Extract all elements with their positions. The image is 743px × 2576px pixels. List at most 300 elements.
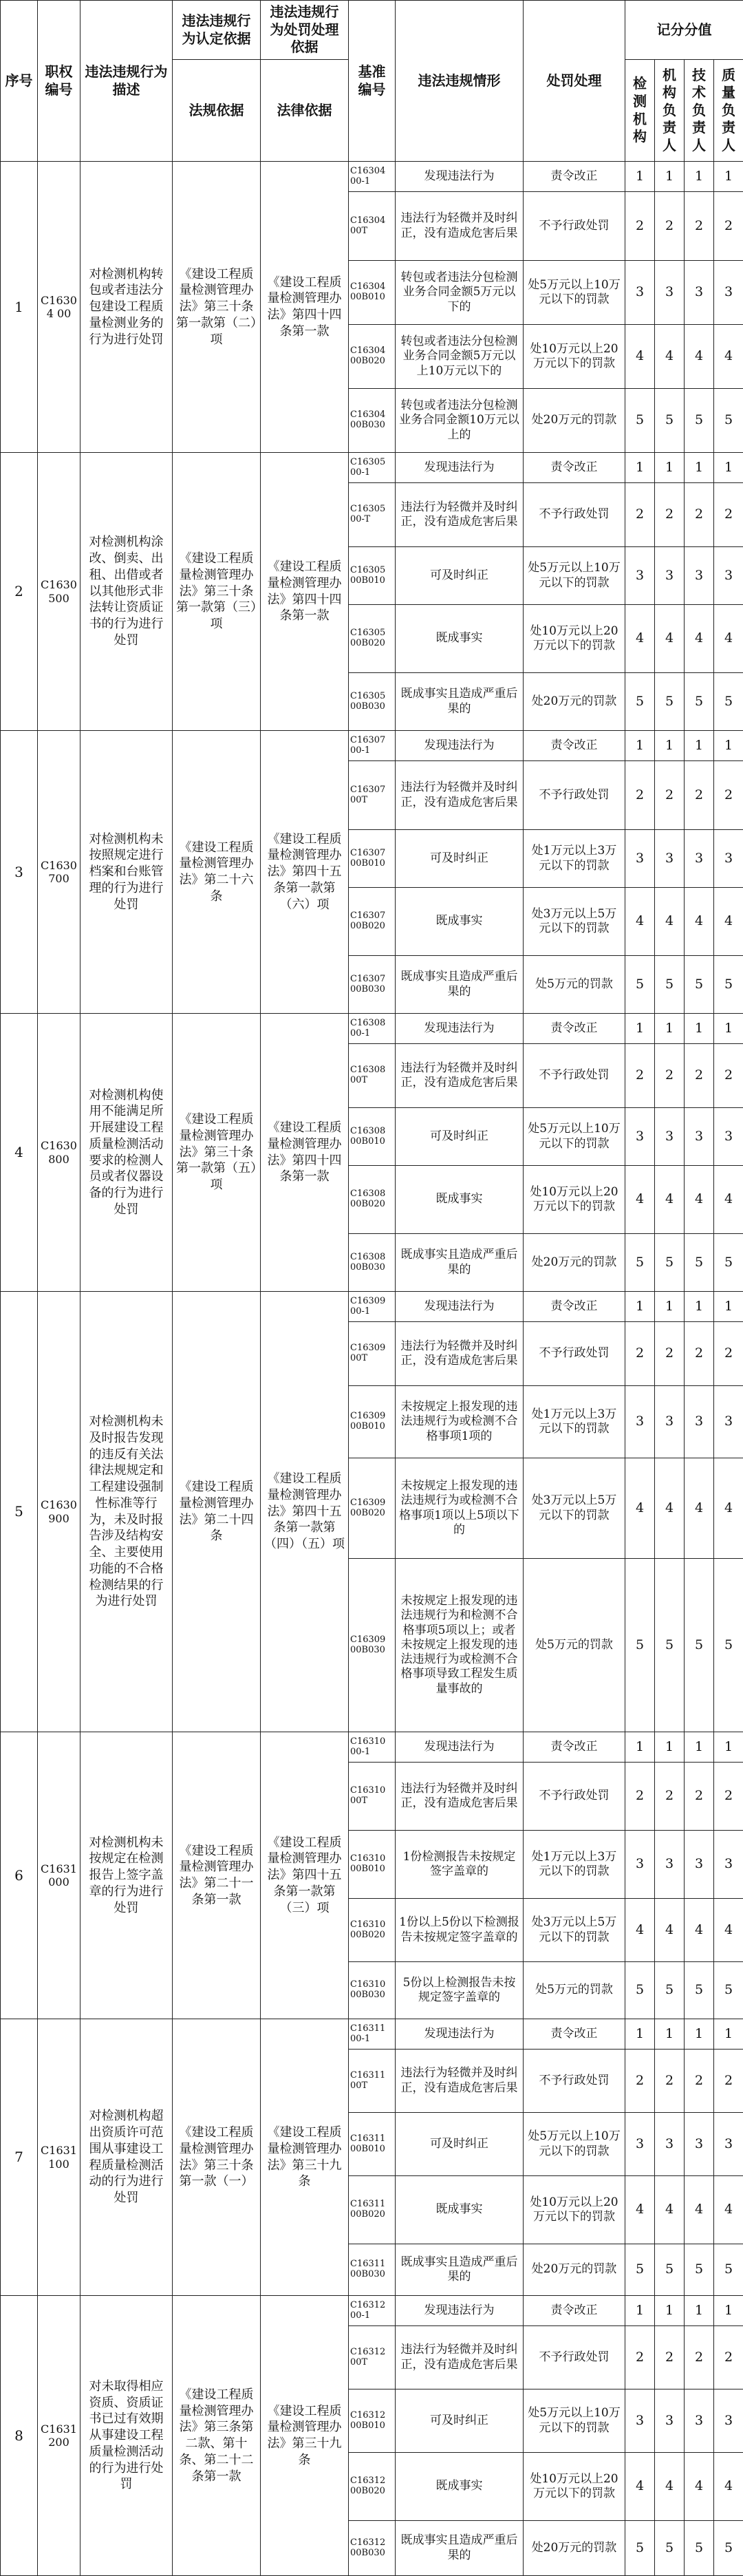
benchmark-code: C16305 00B010 bbox=[349, 547, 396, 605]
benchmark-code: C16310 00B010 bbox=[349, 1831, 396, 1899]
score-tech: 2 bbox=[685, 483, 714, 547]
table-row bbox=[1, 162, 743, 192]
score-head: 3 bbox=[655, 1108, 685, 1166]
violation-description: 对未取得相应资质、资质证书已过有效期从事建设工程质量检测活动的行为进行处罚 bbox=[80, 2296, 173, 2576]
score-tech: 4 bbox=[685, 605, 714, 673]
score-institution: 5 bbox=[625, 1559, 655, 1732]
penalty-action: 处20万元的罚款 bbox=[524, 673, 625, 731]
score-head: 2 bbox=[655, 483, 685, 547]
violation-description: 对检测机构使用不能满足所开展建设工程质量检测活动要求的检测人员或者仪器设备的行为进行处罚 bbox=[80, 1014, 173, 1292]
score-institution: 3 bbox=[625, 2113, 655, 2176]
authority-code: C1631 100 bbox=[38, 2019, 80, 2296]
benchmark-code: C16309 00B020 bbox=[349, 1458, 396, 1559]
violation-situation: 发现违法行为 bbox=[396, 731, 524, 761]
penalty-action: 处10万元以上20万元以下的罚款 bbox=[524, 325, 625, 389]
violation-situation: 既成事实 bbox=[396, 2176, 524, 2244]
benchmark-code: C16308 00T bbox=[349, 1044, 396, 1108]
score-tech: 2 bbox=[685, 1044, 714, 1108]
score-quality: 3 bbox=[714, 2113, 743, 2176]
score-tech: 4 bbox=[685, 2176, 714, 2244]
score-head: 3 bbox=[655, 2389, 685, 2453]
score-institution: 2 bbox=[625, 761, 655, 830]
penalty-action: 不予行政处罚 bbox=[524, 483, 625, 547]
score-institution: 3 bbox=[625, 2389, 655, 2453]
header-situation: 违法违规情形 bbox=[396, 1, 524, 162]
benchmark-code: C16308 00B030 bbox=[349, 1234, 396, 1292]
score-tech: 2 bbox=[685, 192, 714, 261]
table-row bbox=[1, 731, 743, 761]
violation-situation: 发现违法行为 bbox=[396, 1014, 524, 1044]
violation-situation: 可及时纠正 bbox=[396, 547, 524, 605]
benchmark-code: C16304 00B010 bbox=[349, 261, 396, 325]
score-head: 2 bbox=[655, 192, 685, 261]
score-quality: 1 bbox=[714, 1014, 743, 1044]
score-head: 2 bbox=[655, 1763, 685, 1831]
score-quality: 4 bbox=[714, 2453, 743, 2521]
score-tech: 5 bbox=[685, 2521, 714, 2576]
violation-situation: 转包或者违法分包检测业务合同金额10万元以上的 bbox=[396, 389, 524, 453]
score-quality: 5 bbox=[714, 2244, 743, 2296]
legal-basis: 《建设工程质量检测管理办法》第四十五条第一款第（四）（五）项 bbox=[261, 1292, 349, 1732]
score-head: 2 bbox=[655, 1322, 685, 1386]
authority-code: C1630 900 bbox=[38, 1292, 80, 1732]
score-quality: 1 bbox=[714, 2019, 743, 2050]
violation-description: 对检测机构超出资质许可范围从事建设工程质量检测活动的行为进行处罚 bbox=[80, 2019, 173, 2296]
score-quality: 4 bbox=[714, 1458, 743, 1559]
score-head: 5 bbox=[655, 956, 685, 1014]
score-head: 1 bbox=[655, 2019, 685, 2050]
table-row bbox=[1, 1292, 743, 1322]
header-law: 法律依据 bbox=[261, 60, 349, 162]
penalty-action: 处5万元以上10万元以下的罚款 bbox=[524, 261, 625, 325]
score-institution: 5 bbox=[625, 2244, 655, 2296]
score-head: 5 bbox=[655, 1234, 685, 1292]
score-head: 4 bbox=[655, 1166, 685, 1234]
score-quality: 4 bbox=[714, 888, 743, 956]
penalty-action: 责令改正 bbox=[524, 1014, 625, 1044]
score-head: 5 bbox=[655, 1962, 685, 2019]
row-index: 5 bbox=[1, 1292, 38, 1732]
regulation-basis: 《建设工程质量检测管理办法》第二十一条第一款 bbox=[173, 1732, 261, 2019]
score-head: 3 bbox=[655, 547, 685, 605]
violation-situation: 发现违法行为 bbox=[396, 1732, 524, 1763]
penalty-action: 处20万元的罚款 bbox=[524, 2521, 625, 2576]
penalty-action: 处5万元以上10万元以下的罚款 bbox=[524, 1108, 625, 1166]
penalty-action: 不予行政处罚 bbox=[524, 761, 625, 830]
score-institution: 4 bbox=[625, 2176, 655, 2244]
score-head: 5 bbox=[655, 2521, 685, 2576]
score-head: 2 bbox=[655, 761, 685, 830]
penalty-action: 责令改正 bbox=[524, 453, 625, 483]
violation-situation: 可及时纠正 bbox=[396, 2113, 524, 2176]
penalty-action: 责令改正 bbox=[524, 731, 625, 761]
score-head: 3 bbox=[655, 1386, 685, 1458]
legal-basis: 《建设工程质量检测管理办法》第三十九条 bbox=[261, 2019, 349, 2296]
score-institution: 4 bbox=[625, 325, 655, 389]
score-head: 1 bbox=[655, 731, 685, 761]
score-head: 4 bbox=[655, 2453, 685, 2521]
score-head: 3 bbox=[655, 2113, 685, 2176]
score-quality: 2 bbox=[714, 2326, 743, 2389]
score-head: 4 bbox=[655, 325, 685, 389]
score-institution: 2 bbox=[625, 483, 655, 547]
score-institution: 2 bbox=[625, 192, 655, 261]
benchmark-code: C16311 00-1 bbox=[349, 2019, 396, 2050]
score-head: 4 bbox=[655, 605, 685, 673]
score-quality: 4 bbox=[714, 325, 743, 389]
violation-situation: 既成事实且造成严重后果的 bbox=[396, 1234, 524, 1292]
benchmark-code: C16308 00-1 bbox=[349, 1014, 396, 1044]
penalty-action: 处10万元以上20万元以下的罚款 bbox=[524, 2453, 625, 2521]
score-institution: 1 bbox=[625, 162, 655, 192]
benchmark-code: C16309 00T bbox=[349, 1322, 396, 1386]
score-institution: 3 bbox=[625, 1386, 655, 1458]
benchmark-code: C16304 00B020 bbox=[349, 325, 396, 389]
row-index: 7 bbox=[1, 2019, 38, 2296]
benchmark-code: C16309 00B030 bbox=[349, 1559, 396, 1732]
score-quality: 4 bbox=[714, 605, 743, 673]
score-institution: 5 bbox=[625, 673, 655, 731]
score-quality: 1 bbox=[714, 1732, 743, 1763]
score-quality: 2 bbox=[714, 1763, 743, 1831]
violation-situation: 违法行为轻微并及时纠正，没有造成危害后果 bbox=[396, 2326, 524, 2389]
violation-situation: 1份检测报告未按规定签字盖章的 bbox=[396, 1831, 524, 1899]
benchmark-code: C16308 00B010 bbox=[349, 1108, 396, 1166]
score-institution: 1 bbox=[625, 1292, 655, 1322]
benchmark-code: C16304 00B030 bbox=[349, 389, 396, 453]
header-penalty: 处罚处理 bbox=[524, 1, 625, 162]
table-row bbox=[1, 453, 743, 483]
benchmark-code: C16307 00B010 bbox=[349, 830, 396, 888]
benchmark-code: C16312 00B020 bbox=[349, 2453, 396, 2521]
score-quality: 5 bbox=[714, 1962, 743, 2019]
score-tech: 5 bbox=[685, 1559, 714, 1732]
benchmark-code: C16311 00B030 bbox=[349, 2244, 396, 2296]
score-tech: 4 bbox=[685, 1166, 714, 1234]
score-institution: 4 bbox=[625, 1166, 655, 1234]
score-institution: 3 bbox=[625, 1831, 655, 1899]
penalty-action: 处1万元以上3万元以下的罚款 bbox=[524, 1386, 625, 1458]
score-head: 5 bbox=[655, 389, 685, 453]
penalty-action: 责令改正 bbox=[524, 2019, 625, 2050]
score-head: 5 bbox=[655, 1559, 685, 1732]
regulation-basis: 《建设工程质量检测管理办法》第三十条第一款第（三）项 bbox=[173, 453, 261, 731]
score-institution: 2 bbox=[625, 1322, 655, 1386]
violation-situation: 既成事实且造成严重后果的 bbox=[396, 673, 524, 731]
score-quality: 3 bbox=[714, 1386, 743, 1458]
score-quality: 2 bbox=[714, 1044, 743, 1108]
score-tech: 5 bbox=[685, 2244, 714, 2296]
table-row bbox=[1, 1732, 743, 1763]
violation-situation: 既成事实 bbox=[396, 605, 524, 673]
violation-situation: 既成事实且造成严重后果的 bbox=[396, 956, 524, 1014]
score-head: 1 bbox=[655, 162, 685, 192]
score-head: 1 bbox=[655, 2296, 685, 2326]
score-institution: 5 bbox=[625, 1234, 655, 1292]
score-institution: 3 bbox=[625, 547, 655, 605]
score-tech: 3 bbox=[685, 1386, 714, 1458]
benchmark-code: C16312 00-1 bbox=[349, 2296, 396, 2326]
score-tech: 2 bbox=[685, 1322, 714, 1386]
score-tech: 1 bbox=[685, 2296, 714, 2326]
score-tech: 1 bbox=[685, 162, 714, 192]
score-tech: 1 bbox=[685, 1732, 714, 1763]
score-head: 2 bbox=[655, 2326, 685, 2389]
score-head: 2 bbox=[655, 2050, 685, 2113]
penalty-action: 处1万元以上3万元以下的罚款 bbox=[524, 1831, 625, 1899]
score-head: 1 bbox=[655, 1292, 685, 1322]
benchmark-code: C16309 00-1 bbox=[349, 1292, 396, 1322]
score-institution: 4 bbox=[625, 605, 655, 673]
score-quality: 5 bbox=[714, 956, 743, 1014]
legal-basis: 《建设工程质量检测管理办法》第四十四条第一款 bbox=[261, 162, 349, 453]
score-quality: 2 bbox=[714, 1322, 743, 1386]
score-quality: 3 bbox=[714, 547, 743, 605]
benchmark-code: C16310 00B030 bbox=[349, 1962, 396, 2019]
score-head: 3 bbox=[655, 1831, 685, 1899]
score-institution: 3 bbox=[625, 830, 655, 888]
legal-basis: 《建设工程质量检测管理办法》第四十五条第一款第（三）项 bbox=[261, 1732, 349, 2019]
benchmark-code: C16305 00B030 bbox=[349, 673, 396, 731]
violation-situation: 未按规定上报发现的违法违规行为或检测不合格事项1项以上5项以下的 bbox=[396, 1458, 524, 1559]
penalty-action: 处3万元以上5万元以下的罚款 bbox=[524, 888, 625, 956]
score-tech: 3 bbox=[685, 547, 714, 605]
penalty-action: 处3万元以上5万元以下的罚款 bbox=[524, 1899, 625, 1962]
score-head: 3 bbox=[655, 830, 685, 888]
score-tech: 1 bbox=[685, 2019, 714, 2050]
score-quality: 2 bbox=[714, 483, 743, 547]
authority-code: C16304 00 bbox=[38, 162, 80, 453]
benchmark-code: C16305 00-1 bbox=[349, 453, 396, 483]
score-tech: 3 bbox=[685, 2113, 714, 2176]
penalty-action: 处1万元以上3万元以下的罚款 bbox=[524, 830, 625, 888]
regulation-basis: 《建设工程质量检测管理办法》第三十条第一款第（二）项 bbox=[173, 162, 261, 453]
benchmark-code: C16308 00B020 bbox=[349, 1166, 396, 1234]
header-score-quality: 质量负责人 bbox=[714, 60, 743, 162]
score-quality: 5 bbox=[714, 1234, 743, 1292]
score-institution: 5 bbox=[625, 956, 655, 1014]
score-tech: 5 bbox=[685, 389, 714, 453]
table-header bbox=[1, 1, 743, 162]
benchmark-code: C16310 00T bbox=[349, 1763, 396, 1831]
benchmark-code: C16310 00B020 bbox=[349, 1899, 396, 1962]
score-quality: 1 bbox=[714, 731, 743, 761]
penalty-action: 责令改正 bbox=[524, 2296, 625, 2326]
penalty-action: 不予行政处罚 bbox=[524, 192, 625, 261]
score-institution: 3 bbox=[625, 261, 655, 325]
penalty-action: 处20万元的罚款 bbox=[524, 389, 625, 453]
authority-code: C1630 700 bbox=[38, 731, 80, 1014]
score-head: 4 bbox=[655, 2176, 685, 2244]
penalty-action: 处10万元以上20万元以下的罚款 bbox=[524, 1166, 625, 1234]
benchmark-code: C16310 00-1 bbox=[349, 1732, 396, 1763]
header-code: 职权编号 bbox=[38, 1, 80, 162]
penalty-action: 不予行政处罚 bbox=[524, 2326, 625, 2389]
score-tech: 3 bbox=[685, 830, 714, 888]
benchmark-code: C16304 00-1 bbox=[349, 162, 396, 192]
penalty-action: 处5万元以上10万元以下的罚款 bbox=[524, 547, 625, 605]
score-institution: 4 bbox=[625, 888, 655, 956]
score-institution: 3 bbox=[625, 1108, 655, 1166]
header-score-tech: 技术负责人 bbox=[685, 60, 714, 162]
score-tech: 2 bbox=[685, 2050, 714, 2113]
benchmark-code: C16312 00B010 bbox=[349, 2389, 396, 2453]
violation-situation: 发现违法行为 bbox=[396, 1292, 524, 1322]
row-index: 3 bbox=[1, 731, 38, 1014]
penalty-action: 处20万元的罚款 bbox=[524, 1234, 625, 1292]
score-quality: 4 bbox=[714, 2176, 743, 2244]
score-head: 3 bbox=[655, 261, 685, 325]
regulation-basis: 《建设工程质量检测管理办法》第二十六条 bbox=[173, 731, 261, 1014]
row-index: 6 bbox=[1, 1732, 38, 2019]
regulation-basis: 《建设工程质量检测管理办法》第三十条第一款（一） bbox=[173, 2019, 261, 2296]
score-tech: 3 bbox=[685, 261, 714, 325]
violation-description: 对检测机构转包或者违法分包建设工程质量检测业务的行为进行处罚 bbox=[80, 162, 173, 453]
penalty-action: 处5万元以上10万元以下的罚款 bbox=[524, 2389, 625, 2453]
row-index: 2 bbox=[1, 453, 38, 731]
score-institution: 1 bbox=[625, 1732, 655, 1763]
score-quality: 5 bbox=[714, 673, 743, 731]
violation-situation: 既成事实且造成严重后果的 bbox=[396, 2521, 524, 2576]
score-quality: 5 bbox=[714, 2521, 743, 2576]
table-row bbox=[1, 2296, 743, 2326]
penalty-action: 处5万元的罚款 bbox=[524, 956, 625, 1014]
score-head: 4 bbox=[655, 888, 685, 956]
score-head: 1 bbox=[655, 453, 685, 483]
table-row bbox=[1, 2019, 743, 2050]
penalty-action: 不予行政处罚 bbox=[524, 1322, 625, 1386]
score-tech: 3 bbox=[685, 2389, 714, 2453]
score-quality: 1 bbox=[714, 162, 743, 192]
violation-situation: 1份以上5份以下检测报告未按规定签字盖章的 bbox=[396, 1899, 524, 1962]
violation-situation: 违法行为轻微并及时纠正，没有造成危害后果 bbox=[396, 2050, 524, 2113]
header-score-head: 机构负责人 bbox=[655, 60, 685, 162]
benchmark-code: C16311 00B020 bbox=[349, 2176, 396, 2244]
benchmark-code: C16307 00B020 bbox=[349, 888, 396, 956]
authority-code: C1631 000 bbox=[38, 1732, 80, 2019]
score-quality: 1 bbox=[714, 1292, 743, 1322]
penalty-action: 处10万元以上20万元以下的罚款 bbox=[524, 605, 625, 673]
score-tech: 5 bbox=[685, 956, 714, 1014]
violation-description: 对检测机构未按规定在检测报告上签字盖章的行为进行处罚 bbox=[80, 1732, 173, 2019]
score-head: 4 bbox=[655, 1458, 685, 1559]
violation-situation: 发现违法行为 bbox=[396, 2296, 524, 2326]
violation-situation: 未按规定上报发现的违法违规行为或检测不合格事项1项的 bbox=[396, 1386, 524, 1458]
score-institution: 1 bbox=[625, 731, 655, 761]
header-law-group: 违法违规行为处罚处理依据 bbox=[261, 1, 349, 60]
penalty-action: 处10万元以上20万元以下的罚款 bbox=[524, 2176, 625, 2244]
header-score-institution: 检测机构 bbox=[625, 60, 655, 162]
penalty-action: 处5万元以上10万元以下的罚款 bbox=[524, 2113, 625, 2176]
penalty-action: 处3万元以上5万元以下的罚款 bbox=[524, 1458, 625, 1559]
score-tech: 5 bbox=[685, 673, 714, 731]
benchmark-code: C16307 00B030 bbox=[349, 956, 396, 1014]
violation-situation: 既成事实 bbox=[396, 888, 524, 956]
violation-situation: 发现违法行为 bbox=[396, 162, 524, 192]
score-tech: 1 bbox=[685, 1292, 714, 1322]
benchmark-code: C16311 00T bbox=[349, 2050, 396, 2113]
score-quality: 2 bbox=[714, 192, 743, 261]
header-score-group: 记分分值 bbox=[625, 1, 743, 60]
score-head: 2 bbox=[655, 1044, 685, 1108]
score-quality: 3 bbox=[714, 830, 743, 888]
header-index: 序号 bbox=[1, 1, 38, 162]
score-tech: 3 bbox=[685, 1831, 714, 1899]
header-benchmark-code: 基准编号 bbox=[349, 1, 396, 162]
benchmark-code: C16304 00T bbox=[349, 192, 396, 261]
score-institution: 2 bbox=[625, 1044, 655, 1108]
header-basis-group: 违法违规行为认定依据 bbox=[173, 1, 261, 60]
authority-code: C1630 500 bbox=[38, 453, 80, 731]
violation-situation: 违法行为轻微并及时纠正，没有造成危害后果 bbox=[396, 1044, 524, 1108]
benchmark-code: C16307 00T bbox=[349, 761, 396, 830]
benchmark-code: C16312 00B030 bbox=[349, 2521, 396, 2576]
score-tech: 4 bbox=[685, 888, 714, 956]
score-tech: 1 bbox=[685, 731, 714, 761]
score-institution: 4 bbox=[625, 1458, 655, 1559]
table-body bbox=[1, 162, 743, 2576]
score-institution: 5 bbox=[625, 389, 655, 453]
violation-situation: 违法行为轻微并及时纠正，没有造成危害后果 bbox=[396, 192, 524, 261]
regulation-basis: 《建设工程质量检测管理办法》第三十条第一款第（五）项 bbox=[173, 1014, 261, 1292]
benchmark-code: C16311 00B010 bbox=[349, 2113, 396, 2176]
score-head: 1 bbox=[655, 1732, 685, 1763]
score-quality: 3 bbox=[714, 1831, 743, 1899]
score-head: 4 bbox=[655, 1899, 685, 1962]
score-tech: 3 bbox=[685, 1108, 714, 1166]
score-head: 1 bbox=[655, 1014, 685, 1044]
score-quality: 4 bbox=[714, 1899, 743, 1962]
score-institution: 2 bbox=[625, 2326, 655, 2389]
penalty-action: 责令改正 bbox=[524, 1732, 625, 1763]
penalty-action: 不予行政处罚 bbox=[524, 1763, 625, 1831]
score-quality: 1 bbox=[714, 2296, 743, 2326]
benchmark-code: C16312 00T bbox=[349, 2326, 396, 2389]
violation-situation: 违法行为轻微并及时纠正，没有造成危害后果 bbox=[396, 761, 524, 830]
legal-basis: 《建设工程质量检测管理办法》第四十四条第一款 bbox=[261, 453, 349, 731]
score-tech: 5 bbox=[685, 1962, 714, 2019]
row-index: 4 bbox=[1, 1014, 38, 1292]
score-tech: 4 bbox=[685, 1899, 714, 1962]
score-institution: 1 bbox=[625, 2019, 655, 2050]
score-tech: 2 bbox=[685, 1763, 714, 1831]
score-head: 5 bbox=[655, 2244, 685, 2296]
violation-description: 对检测机构涂改、倒卖、出租、出借或者以其他形式非法转让资质证书的行为进行处罚 bbox=[80, 453, 173, 731]
violation-situation: 违法行为轻微并及时纠正，没有造成危害后果 bbox=[396, 1322, 524, 1386]
score-tech: 1 bbox=[685, 453, 714, 483]
score-tech: 2 bbox=[685, 2326, 714, 2389]
score-quality: 1 bbox=[714, 453, 743, 483]
score-quality: 3 bbox=[714, 261, 743, 325]
violation-situation: 发现违法行为 bbox=[396, 453, 524, 483]
table-row bbox=[1, 1014, 743, 1044]
violation-description: 对检测机构未按照规定进行档案和台账管理的行为进行处罚 bbox=[80, 731, 173, 1014]
violation-situation: 违法行为轻微并及时纠正，没有造成危害后果 bbox=[396, 1763, 524, 1831]
score-institution: 1 bbox=[625, 1014, 655, 1044]
row-index: 8 bbox=[1, 2296, 38, 2576]
violation-situation: 转包或者违法分包检测业务合同金额5万元以下的 bbox=[396, 261, 524, 325]
benchmark-code: C16305 00-T bbox=[349, 483, 396, 547]
score-tech: 1 bbox=[685, 1014, 714, 1044]
violation-description: 对检测机构未及时报告发现的违反有关法律法规规定和工程建设强制性标准等行为，未及时报告涉及结构安全、主要使用功能的不合格检测结果的行为进行处罚 bbox=[80, 1292, 173, 1732]
score-institution: 2 bbox=[625, 2050, 655, 2113]
header-basis: 法规依据 bbox=[173, 60, 261, 162]
score-quality: 3 bbox=[714, 2389, 743, 2453]
score-tech: 2 bbox=[685, 761, 714, 830]
violation-situation: 发现违法行为 bbox=[396, 2019, 524, 2050]
penalty-action: 责令改正 bbox=[524, 162, 625, 192]
score-tech: 4 bbox=[685, 1458, 714, 1559]
